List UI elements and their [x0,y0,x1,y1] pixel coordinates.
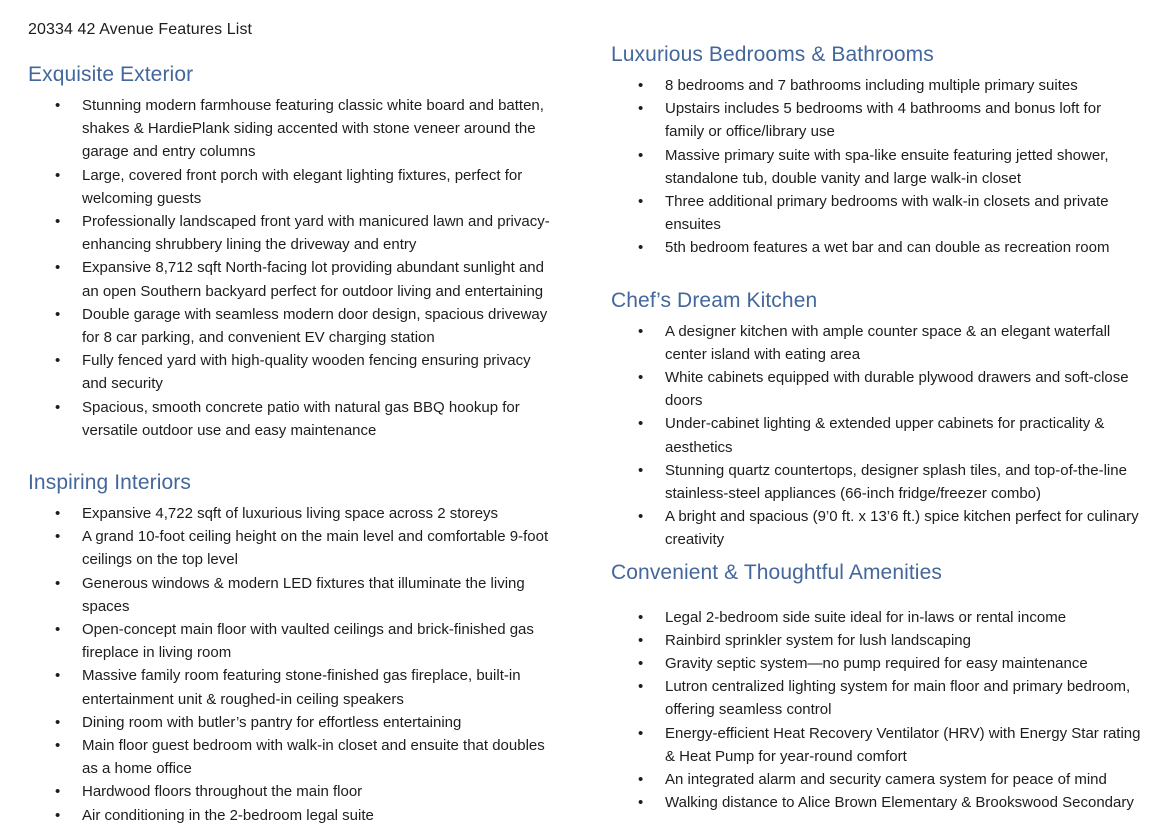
bullet-list [611,606,1142,815]
bullet-item: • Double garage with seamless modern door design, spacious driveway for 8 car parking, and convenient EV charging station [55,303,559,349]
section [28,470,559,827]
bullet-item: • Dining room with butler’s pantry for effortless entertaining [55,711,559,734]
bullet-item: • Massive family room featuring stone-finished gas fireplace, built-in entertainment unit & roughed-in ceiling speakers [55,664,559,710]
bullet-item: • Hardwood floors throughout the main floor [55,780,559,803]
section [611,560,1142,815]
bullet-item: • Air conditioning in the 2-bedroom legal suite [55,804,559,827]
bullet-list [28,502,559,827]
bullet-item: • Energy-efficient Heat Recovery Ventilator (HRV) with Energy Star rating & Heat Pump for year-round comfort [638,722,1142,768]
bullet-item: • Walking distance to Alice Brown Elementary & Brookswood Secondary [638,791,1142,814]
bullet-item: • An integrated alarm and security camera system for peace of mind [638,768,1142,791]
bullet-item: • Massive primary suite with spa-like ensuite featuring jetted shower, standalone tub, double vanity and large walk-in closet [638,144,1142,190]
bullet-item: • 8 bedrooms and 7 bathrooms including multiple primary suites [638,74,1142,97]
bullet-list [28,94,559,442]
bullet-item: • A bright and spacious (9’0 ft. x 13’6 ft.) spice kitchen perfect for culinary creativity [638,505,1142,551]
section [611,288,1142,552]
section [28,62,559,442]
bullet-item: • Main floor guest bedroom with walk-in closet and ensuite that doubles as a home office [55,734,559,780]
section-heading: Convenient & Thoughtful Amenities [611,560,942,584]
bullet-item: • Gravity septic system—no pump required for easy maintenance [638,652,1142,675]
section-heading: Inspiring Interiors [28,471,191,495]
bullet-item: • Open-concept main floor with vaulted ceilings and brick-finished gas fireplace in living room [55,618,559,664]
bullet-item: • White cabinets equipped with durable plywood drawers and soft-close doors [638,366,1142,412]
right-column [611,42,1142,814]
bullet-item: • Large, covered front porch with elegant lighting fixtures, perfect for welcoming guests [55,164,559,210]
section-heading: Luxurious Bedrooms & Bathrooms [611,43,934,66]
bullet-item: • Expansive 8,712 sqft North-facing lot providing abundant sunlight and an open Southern backyard perfect for outdoor living and entertaining [55,256,559,302]
bullet-item: • Expansive 4,722 sqft of luxurious living space across 2 storeys [55,502,559,525]
bullet-item: • Legal 2-bedroom side suite ideal for in-laws or rental income [638,606,1142,629]
bullet-item: • A designer kitchen with ample counter space & an elegant waterfall center island with eating area [638,320,1142,366]
section-heading: Chef’s Dream Kitchen [611,288,818,312]
section-heading: Exquisite Exterior [28,63,194,86]
document-title: 20334 42 Avenue Features List [28,21,253,38]
bullet-item: • A grand 10-foot ceiling height on the main level and comfortable 9-foot ceilings on the top level [55,525,559,571]
bullet-item: • Generous windows & modern LED fixtures that illuminate the living spaces [55,572,559,618]
bullet-item: • Fully fenced yard with high-quality wooden fencing ensuring privacy and security [55,349,559,395]
bullet-item: • Under-cabinet lighting & extended upper cabinets for practicality & aesthetics [638,412,1142,458]
bullet-list [611,74,1142,260]
bullet-item: • Lutron centralized lighting system for main floor and primary bedroom, offering seamless control [638,675,1142,721]
bullet-item: • Upstairs includes 5 bedrooms with 4 bathrooms and bonus loft for family or office/library use [638,97,1142,143]
bullet-item: • Professionally landscaped front yard with manicured lawn and privacy-enhancing shrubbery lining the driveway and entry [55,210,559,256]
bullet-item: • Stunning quartz countertops, designer splash tiles, and top-of-the-line stainless-steel appliances (66-inch fridge/freezer combo) [638,459,1142,505]
bullet-item: • Spacious, smooth concrete patio with natural gas BBQ hookup for versatile outdoor use and easy maintenance [55,396,559,442]
left-column [28,62,559,827]
bullet-item: • Rainbird sprinkler system for lush landscaping [638,629,1142,652]
bullet-item: • Three additional primary bedrooms with walk-in closets and private ensuites [638,190,1142,236]
bullet-item: • 5th bedroom features a wet bar and can double as recreation room [638,236,1142,259]
bullet-item: • Stunning modern farmhouse featuring classic white board and batten, shakes & HardiePlank siding accented with stone veneer around the garage and entry columns [55,94,559,164]
section [611,42,1142,260]
bullet-list [611,320,1142,552]
